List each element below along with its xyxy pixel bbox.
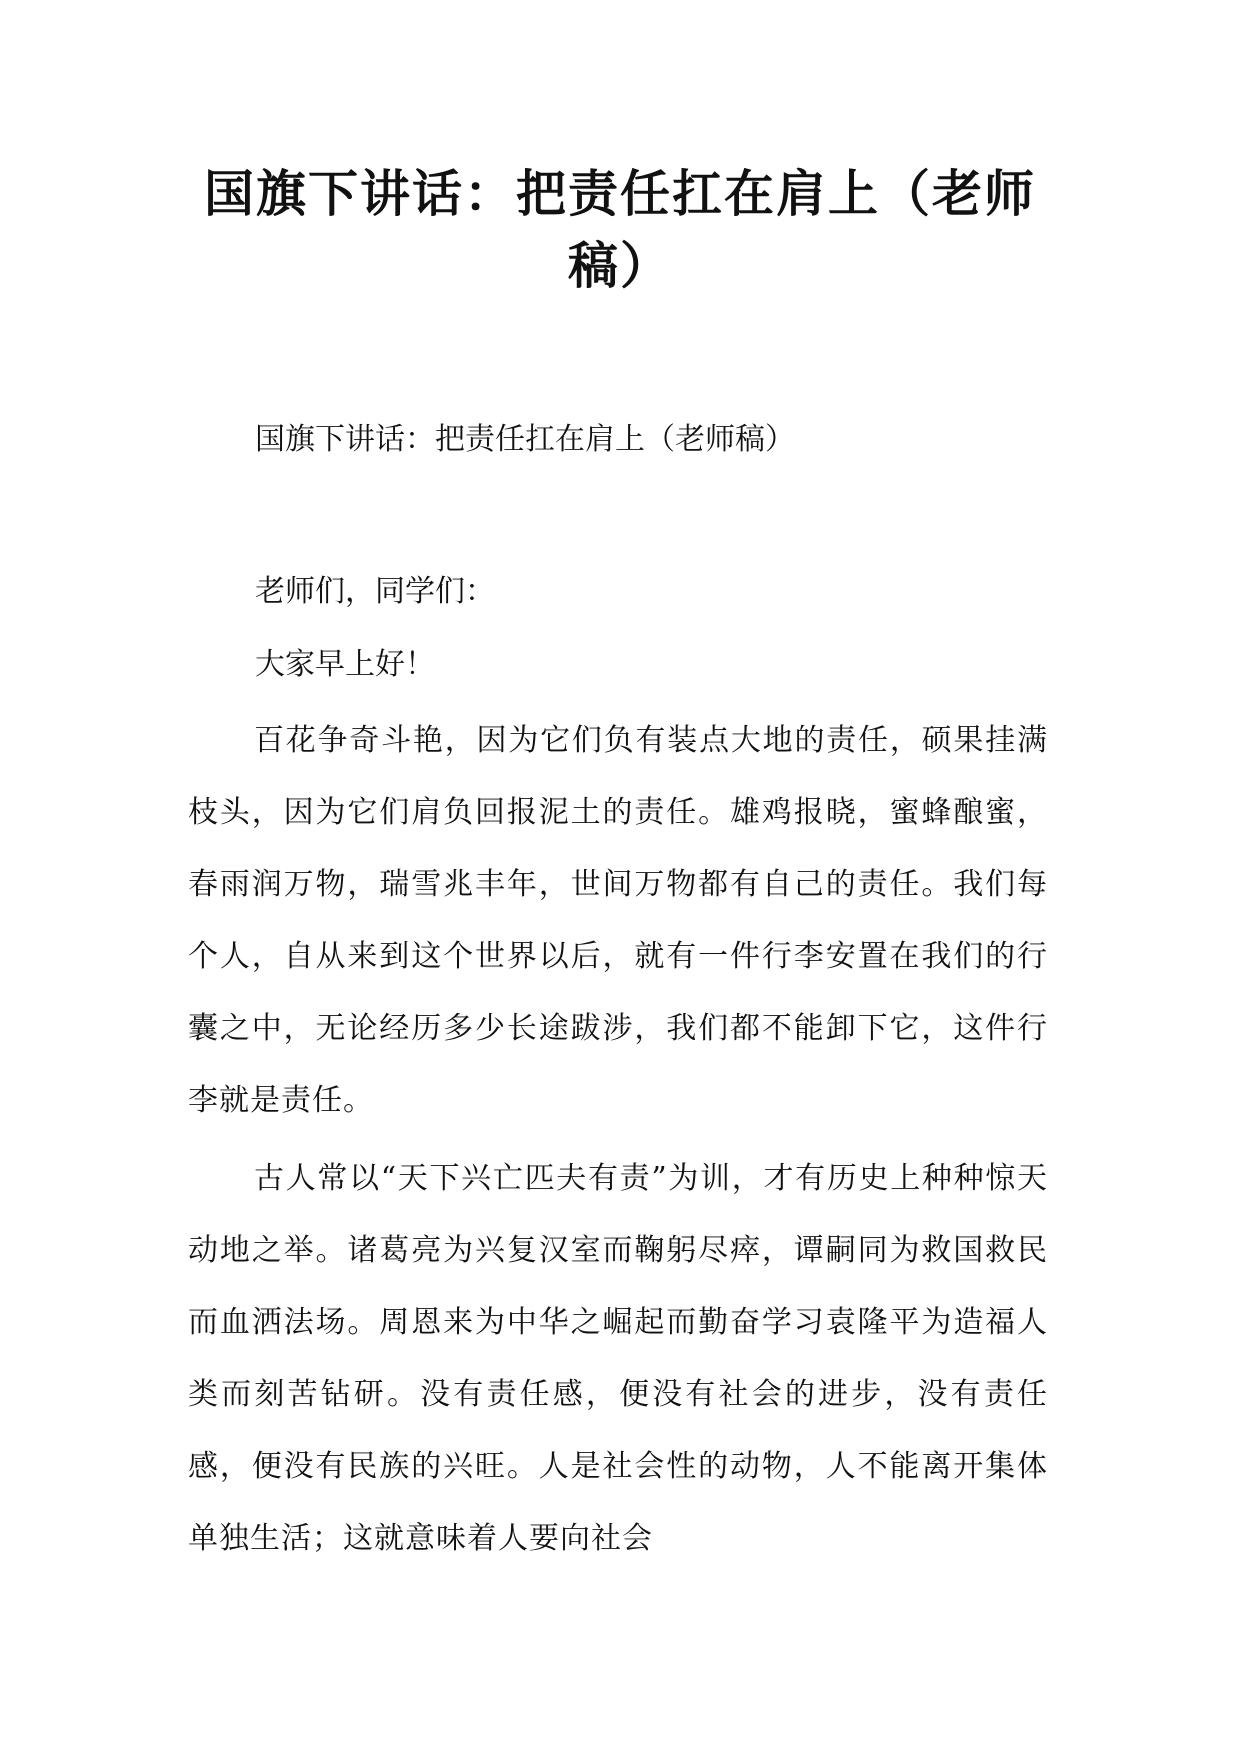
greeting-salutation: 老师们，同学们：	[255, 574, 495, 609]
greeting-morning: 大家早上好！	[255, 647, 435, 682]
body-paragraph-2: 古人常以“天下兴亡匹夫有责”为训，才有历史上种种惊天动地之举。诸葛亮为兴复汉室而鞠躬尽瘁，谭嗣同为救国救民而血洒法场。周恩来为中华之崛起而勤奋学习袁隆平为造福人类而刻苦钻研。没有责任感，便没有社会的进步，没有责任感，便没有民族的兴旺。人是社会性的动物，人不能离开集体单独生活；这就意味着人要向社会	[188, 1161, 1048, 1556]
body-paragraph-1: 百花争奇斗艳，因为它们负有装点大地的责任，硕果挂满枝头，因为它们肩负回报泥土的责任。雄鸡报晓，蜜蜂酿蜜，春雨润万物，瑞雪兆丰年，世间万物都有自己的责任。我们每个人，自从来到这个世界以后，就有一件行李安置在我们的行囊之中，无论经历多少长途跋涉，我们都不能卸下它，这件行李就是责任。	[188, 723, 1048, 1118]
document-subtitle: 国旗下讲话：把责任扛在肩上（老师稿）	[255, 422, 795, 457]
document-title: 国旗下讲话：把责任扛在肩上（老师稿）	[204, 165, 1036, 295]
